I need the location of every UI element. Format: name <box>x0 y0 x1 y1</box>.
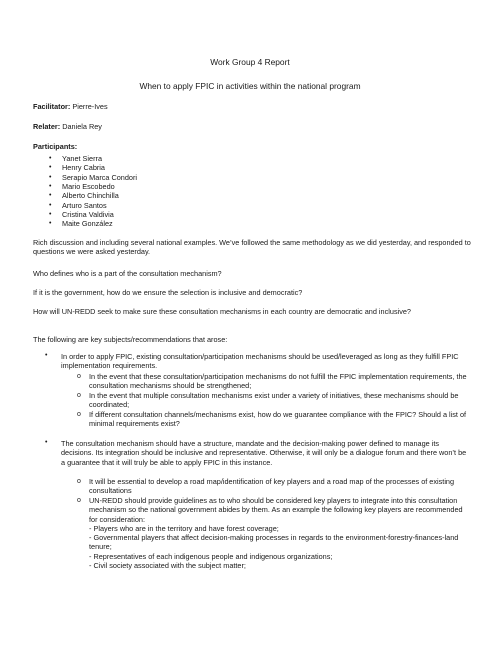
facilitator-label: Facilitator: <box>33 102 71 111</box>
relater-label: Relater: <box>33 122 61 131</box>
circle-bullet-icon: o <box>77 392 81 399</box>
participant-name: • Mario Escobedo <box>62 182 115 191</box>
key-player-line: - Players who are in the territory and have forest coverage; <box>89 524 279 533</box>
report-subtitle: When to apply FPIC in activities within the national program <box>139 81 361 91</box>
recommendation-item: In order to apply FPIC, existing consultation/participation mechanisms should be used/leveraged as long as they fulfill FPIC implementation requirements. <box>61 352 459 371</box>
bullet-icon: • <box>45 352 48 359</box>
facilitator-line <box>33 102 108 111</box>
recommendation-item: The consultation mechanism should have a structure, mandate and the decision-making power defined to manage its decisions. Its integration should be inclusive and representative. Otherwise, it will only be a dialogue forum and there won’t be a guarantee that it will truly be able to apply FPIC in this instance. <box>61 439 467 467</box>
participant-name: • Serapio Marca Condori <box>62 173 137 182</box>
key-player-line: - Governmental players that affect decision-making processes in regards to the environment-forestry-finances-land tenure; <box>89 533 459 552</box>
question-line: How will UN-REDD seek to make sure these consultation mechanisms in each country are democratic and inclusive? <box>33 307 411 316</box>
question-line: If it is the government, how do we ensure the selection is inclusive and democratic? <box>33 288 303 297</box>
circle-bullet-icon: o <box>77 478 81 485</box>
participant-name: • Maite González <box>62 219 113 228</box>
participant-name: • Arturo Santos <box>62 201 107 210</box>
circle-bullet-icon: o <box>77 411 81 418</box>
sub-recommendation: In the event that these consultation/participation mechanisms do not fulfill the FPIC implementation requirements, the consultation mechanisms should be strengthened; <box>89 372 467 391</box>
key-player-line: - Representatives of each indigenous people and indigenous organizations; <box>89 552 333 561</box>
sub-recommendation: UN-REDD should provide guidelines as to who should be considered key players to integrate into this consultation mechanism so the national government abides by them. As an example the following key players are recommended for consideration: <box>89 496 463 524</box>
key-player-line: - Civil society associated with the subject matter; <box>89 561 246 570</box>
relater-line <box>33 122 102 131</box>
participants-label: Participants: <box>33 142 78 151</box>
circle-bullet-icon: o <box>77 497 81 504</box>
report-title: Work Group 4 Report <box>210 57 290 67</box>
participant-name: • Yanet Sierra <box>62 154 102 163</box>
bullet-icon: • <box>45 439 48 446</box>
sub-recommendation: In the event that multiple consultation mechanisms exist under a variety of initiatives, these mechanisms should be coordinated; <box>89 391 459 410</box>
participant-name: • Henry Cabria <box>62 163 105 172</box>
question-line: Who defines who is a part of the consultation mechanism? <box>33 269 222 278</box>
participant-name: • Cristina Valdivia <box>62 210 114 219</box>
circle-bullet-icon: o <box>77 373 81 380</box>
participant-name: • Alberto Chinchilla <box>62 191 119 200</box>
sub-recommendation: If different consultation channels/mechanisms exist, how do we guarantee compliance with the FPIC? Should a list of minimal requirements exist? <box>89 410 467 429</box>
facilitator-value: Pierre-Ives <box>72 102 108 111</box>
intro-paragraph: Rich discussion and including several national examples. We’ve followed the same methodology as we did yesterday, and responded to questions we were asked yesterday. <box>33 238 471 257</box>
relater-value: Daniela Rey <box>62 122 102 131</box>
key-subjects-intro: The following are key subjects/recommendations that arose: <box>33 335 228 344</box>
sub-recommendation: It will be essential to develop a road map/identification of key players and a road map of the processes of existing consultations <box>89 477 455 496</box>
